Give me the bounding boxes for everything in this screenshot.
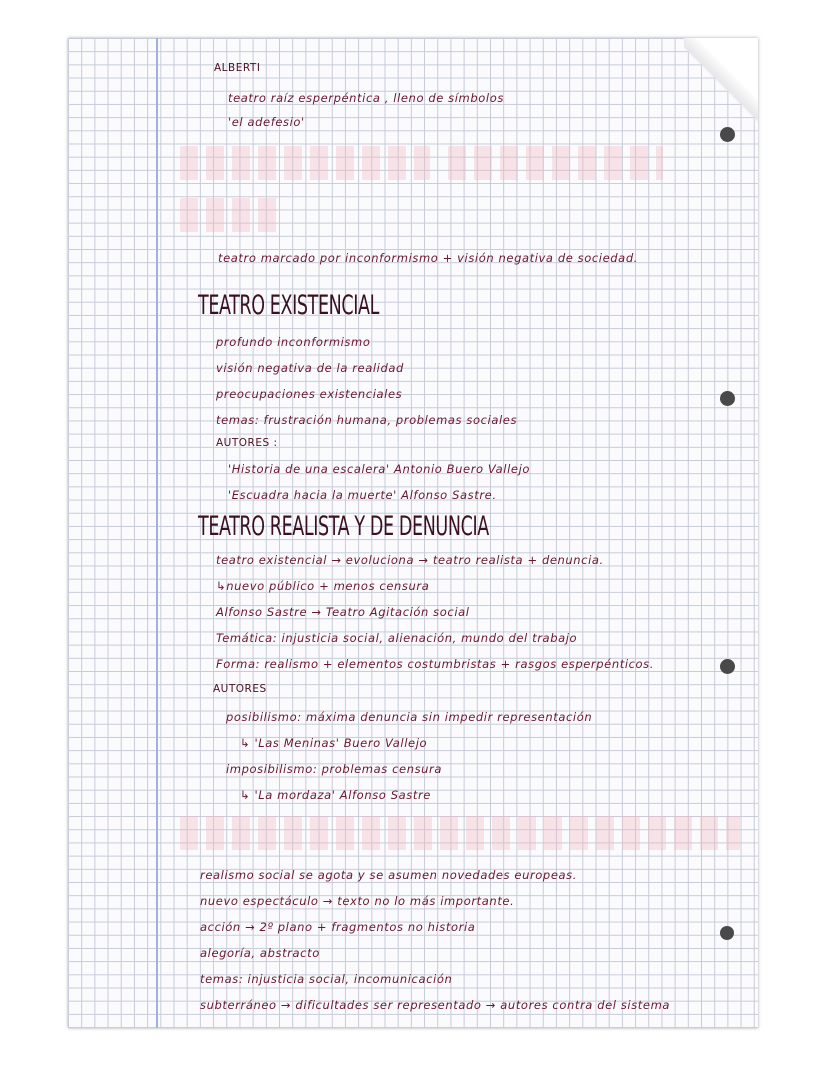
autores-label: AUTORES xyxy=(213,683,267,695)
autor-line: 'Escuadra hacia la muerte' Alfonso Sastre. xyxy=(228,488,497,502)
note-line: ↳nuevo público + menos censura xyxy=(216,579,430,593)
autor-line: posibilismo: máxima denuncia sin impedir representación xyxy=(226,710,593,724)
note-line: acción → 2º plano + fragmentos no historia xyxy=(200,920,476,934)
note-line: teatro raíz esperpéntica , lleno de símbolos xyxy=(228,91,504,105)
bleed-through-mark xyxy=(180,146,430,180)
section-title-alberti: ALBERTI xyxy=(214,62,261,74)
punch-hole xyxy=(720,391,735,406)
bleed-through-mark xyxy=(180,198,280,232)
note-line: Alfonso Sastre → Teatro Agitación social xyxy=(216,605,470,619)
note-line: realismo social se agota y se asumen novedades europeas. xyxy=(200,868,577,882)
autor-line: imposibilismo: problemas censura xyxy=(226,762,443,776)
punch-hole xyxy=(720,659,735,674)
note-line: preocupaciones existenciales xyxy=(216,387,403,401)
folded-corner xyxy=(684,38,758,132)
note-line: profundo inconformismo xyxy=(216,335,371,349)
autores-label: AUTORES : xyxy=(216,437,278,449)
section-title-existencial: TEATRO EXISTENCIAL xyxy=(198,290,380,321)
bleed-through-mark xyxy=(180,816,740,850)
note-line: visión negativa de la realidad xyxy=(216,361,404,375)
margin-line xyxy=(156,38,158,1028)
note-line: Forma: realismo + elementos costumbristas + rasgos esperpénticos. xyxy=(216,657,655,671)
autor-line: ↳ 'La mordaza' Alfonso Sastre xyxy=(240,788,431,802)
punch-hole xyxy=(720,926,734,940)
note-line: teatro existencial → evoluciona → teatro realista + denuncia. xyxy=(216,553,604,567)
note-line: nuevo espectáculo → texto no lo más importante. xyxy=(200,894,515,908)
bleed-through-mark xyxy=(448,146,663,180)
note-line: temas: frustración humana, problemas sociales xyxy=(216,413,518,427)
note-line: alegoría, abstracto xyxy=(200,946,320,960)
autor-line: 'Historia de una escalera' Antonio Buero Vallejo xyxy=(228,462,530,476)
notebook-page xyxy=(68,38,758,1028)
autor-line: ↳ 'Las Meninas' Buero Vallejo xyxy=(240,736,428,750)
note-line: Temática: injusticia social, alienación, mundo del trabajo xyxy=(216,631,578,645)
punch-hole xyxy=(720,127,735,142)
note-line: 'el adefesio' xyxy=(228,115,305,129)
intro-line: teatro marcado por inconformismo + visión negativa de sociedad. xyxy=(218,251,638,265)
section-title-realista: TEATRO REALISTA Y DE DENUNCIA xyxy=(198,511,489,542)
note-line: temas: injusticia social, incomunicación xyxy=(200,972,453,986)
note-line: subterráneo → dificultades ser representado → autores contra del sistema xyxy=(200,998,671,1012)
